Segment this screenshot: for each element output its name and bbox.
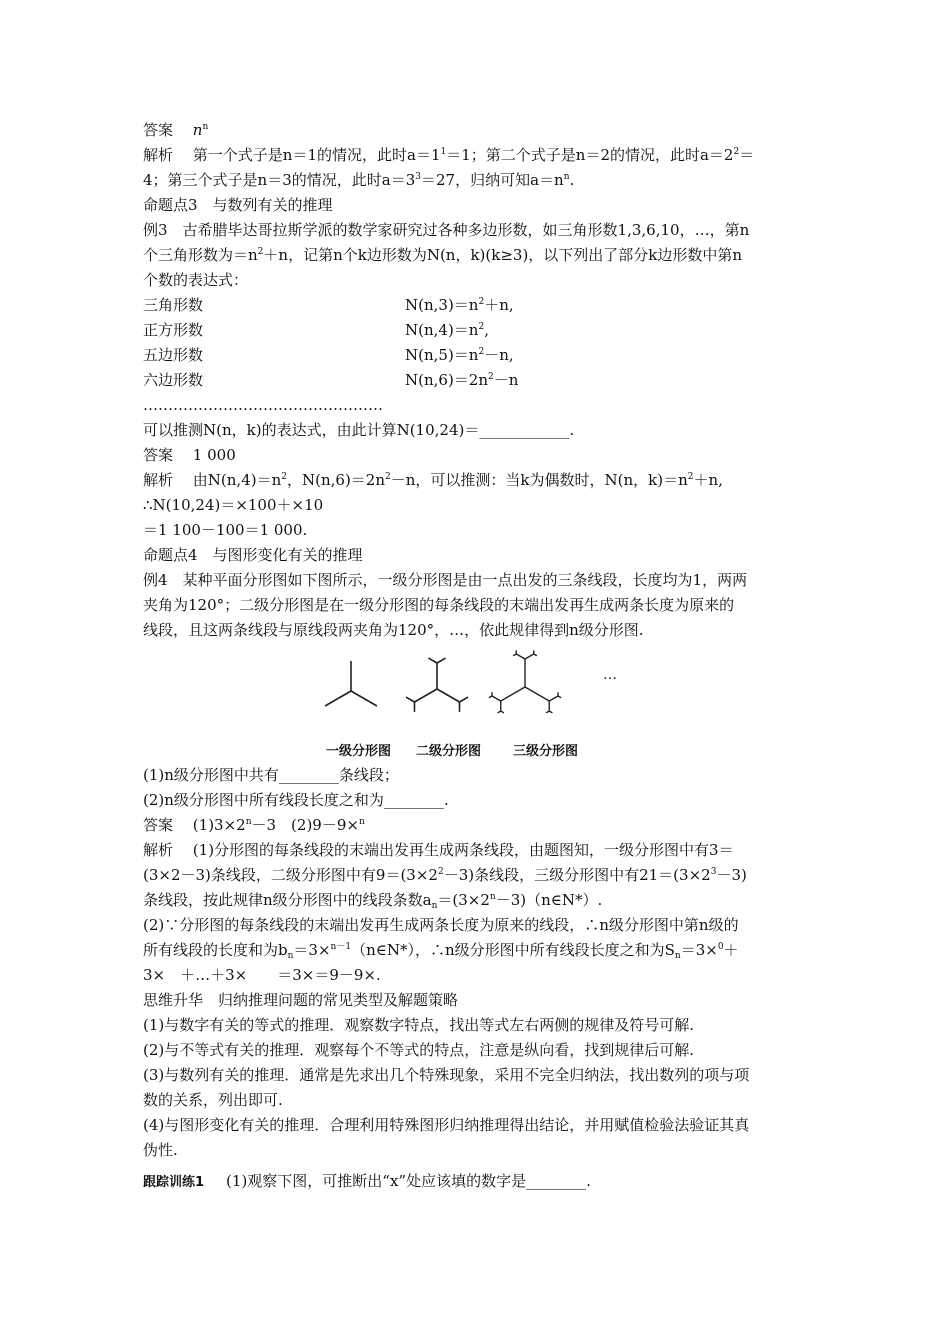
answer-4: 答案 $(1)3\times 2^n-3$ (2)9－9×$^n$ [143, 816, 365, 834]
summary-p4b: 伪性. [143, 1141, 178, 1159]
analysis-4-line3: 条线段，按此规律n级分形图中的线段条数$a_n=(3\times 2^n-3)(n\in N*)$. [143, 891, 603, 911]
fractal-segment [492, 696, 501, 701]
fractal-diagram [313, 649, 633, 739]
fractal-segment [558, 696, 561, 698]
analysis-4-line2: (3×2－3)条线段，二级分形图中有$9=(3\times 2^2-3)$条线段，三级分形图中有$21=(3\times 2^3-3)$ [143, 866, 747, 884]
example-3-line2: 个三角形数为$=n^2+n$，记第n个k边形数为N(n，k)(k≥3)，以下列出了部分k边形数中第n [143, 246, 743, 264]
fractal-segment [437, 658, 446, 663]
fractal-segment [546, 711, 549, 713]
fractal-segment [525, 654, 534, 659]
fractal-segment [549, 696, 558, 701]
analysis-3-line2: ∴N(10,24)＝×100＋×10 [143, 496, 324, 514]
example-4-line3: 线段，且这两条线段与原线段两夹角为120°，…，依此规律得到n级分形图. [143, 621, 644, 639]
fractal-segment [534, 654, 537, 656]
fractal-segment [498, 711, 501, 713]
analysis-4-line6: 3× ＋…＋3× ＝3×＝9－9×. [143, 966, 381, 984]
example-4-q1: (1)n级分形图中共有________条线段； [143, 766, 399, 784]
fig-label-3: 三级分形图 [513, 744, 579, 759]
fractal-segment [414, 689, 437, 702]
fractal-segment [501, 711, 504, 713]
fractal-level-2 [406, 658, 468, 712]
training-tag: 跟踪训练1 [143, 1175, 205, 1190]
ellipsis-dots: ………………………………………… [143, 396, 383, 414]
analysis-3-line3: ＝1 100－100＝1 000. [143, 521, 308, 539]
document-page [143, 118, 823, 1195]
fractal-segment [513, 654, 516, 656]
formula-row: 五边形数 $N(n,5)=n^2-n$, [143, 346, 514, 364]
section-heading-3: 命题点3 与数列有关的推理 [143, 196, 333, 214]
summary-p3a: (3)与数列有关的推理．通常是先求出几个特殊现象，采用不完全归纳法，找出数列的项与项 [143, 1066, 750, 1084]
analysis-4-line1: 解析 (1)分形图的每条线段的末端出发再生成两条线段，由题图知，一级分形图中有3＝ [143, 841, 734, 859]
fig-label-1: 一级分形图 [326, 744, 392, 759]
analysis-4-line4: (2)∵分形图的每条线段的末端出发再生成两条长度为原来的线段，∴n级分形图中第n级的 [143, 916, 739, 934]
fractal-segment [406, 697, 415, 702]
example-3-line1: 例3 古希腊毕达哥拉斯学派的数学家研究过各种多边形数，如三角形数1,3,6,10，…，第n [143, 221, 750, 239]
example-3-question: 可以推测N(n，k)的表达式，由此计算N(10,24)＝____________. [143, 421, 575, 439]
fractal-segment [489, 696, 492, 698]
fractal-segment [549, 711, 552, 713]
training-1: 跟踪训练1 (1)观察下图，可推断出“x”处应该填的数字是________. [143, 1172, 591, 1190]
fractal-more: … [603, 667, 617, 683]
analysis-3-line1: 解析 由$N(n,4)=n^2$，$N(n,6)=2n^2-n$，可以推测：当k为偶数时，N(n，$k)=n^2+n$, [143, 471, 723, 489]
section-heading-4: 命题点4 与图形变化有关的推理 [143, 546, 363, 564]
fractal-level-1 [325, 661, 377, 706]
fractal-segment [460, 697, 469, 702]
summary-p4a: (4)与图形变化有关的推理．合理利用特殊图形归纳推理得出结论，并用赋值检验法验证其真 [143, 1116, 750, 1134]
analysis-1-line2: 4；第三个式子是n＝3的情况，此时$a=3^3=27$，归纳可知$a=n^n$. [143, 171, 575, 189]
fractal-segment [437, 689, 460, 702]
formula-row: 正方形数 $N(n,4)=n^2$, [143, 321, 489, 339]
summary-p1: (1)与数字有关的等式的推理．观察数字特点，找出等式左右两侧的规律及符号可解. [143, 1016, 695, 1034]
fractal-segment [501, 687, 525, 701]
fractal-segment [525, 687, 549, 701]
example-4-q2: (2)n级分形图中所有线段长度之和为________. [143, 791, 449, 809]
answer-3: 答案 1 000 [143, 446, 236, 464]
fractal-segment [351, 691, 377, 706]
example-4-line2: 夹角为120°；二级分形图是在一级分形图的每条线段的末端出发再生成两条长度为原来的 [143, 596, 735, 614]
analysis-4-line5: 所有线段的长度和为$b_n=3\times^{n-1}(n\in N*)$，∴n级分形图中所有线段长度之和为$S_n=3\times^0+$ [143, 941, 739, 961]
summary-p2: (2)与不等式有关的推理．观察每个不等式的特点，注意是纵向看，找到规律后可解. [143, 1041, 695, 1059]
fractal-level-3 [489, 650, 561, 713]
fractal-segment [516, 654, 525, 659]
fractal-segment [325, 691, 351, 706]
example-3-line3: 个数的表达式： [143, 271, 249, 289]
answer-1: 答案 $n^n$ [143, 121, 209, 139]
fig-label-2: 二级分形图 [416, 744, 482, 759]
fractal-segment [428, 658, 437, 663]
summary-title: 思维升华 归纳推理问题的常见类型及解题策略 [143, 991, 459, 1009]
analysis-1-line1: 解析 第一个式子是n＝1的情况，此时$a=1^1=1$；第二个式子是n＝2的情况，此时$a=2^2=$ [143, 146, 755, 164]
example-4-line1: 例4 某种平面分形图如下图所示，一级分形图是由一点出发的三条线段，长度均为1，两两 [143, 571, 748, 589]
fractal-figures [143, 649, 823, 759]
formula-row: 三角形数 $N(n,3)=n^2+n$, [143, 296, 514, 314]
summary-p3b: 数的关系，列出即可. [143, 1091, 283, 1109]
formula-row: 六边形数 $N(n,6)=2n^2-n$ [143, 371, 519, 389]
